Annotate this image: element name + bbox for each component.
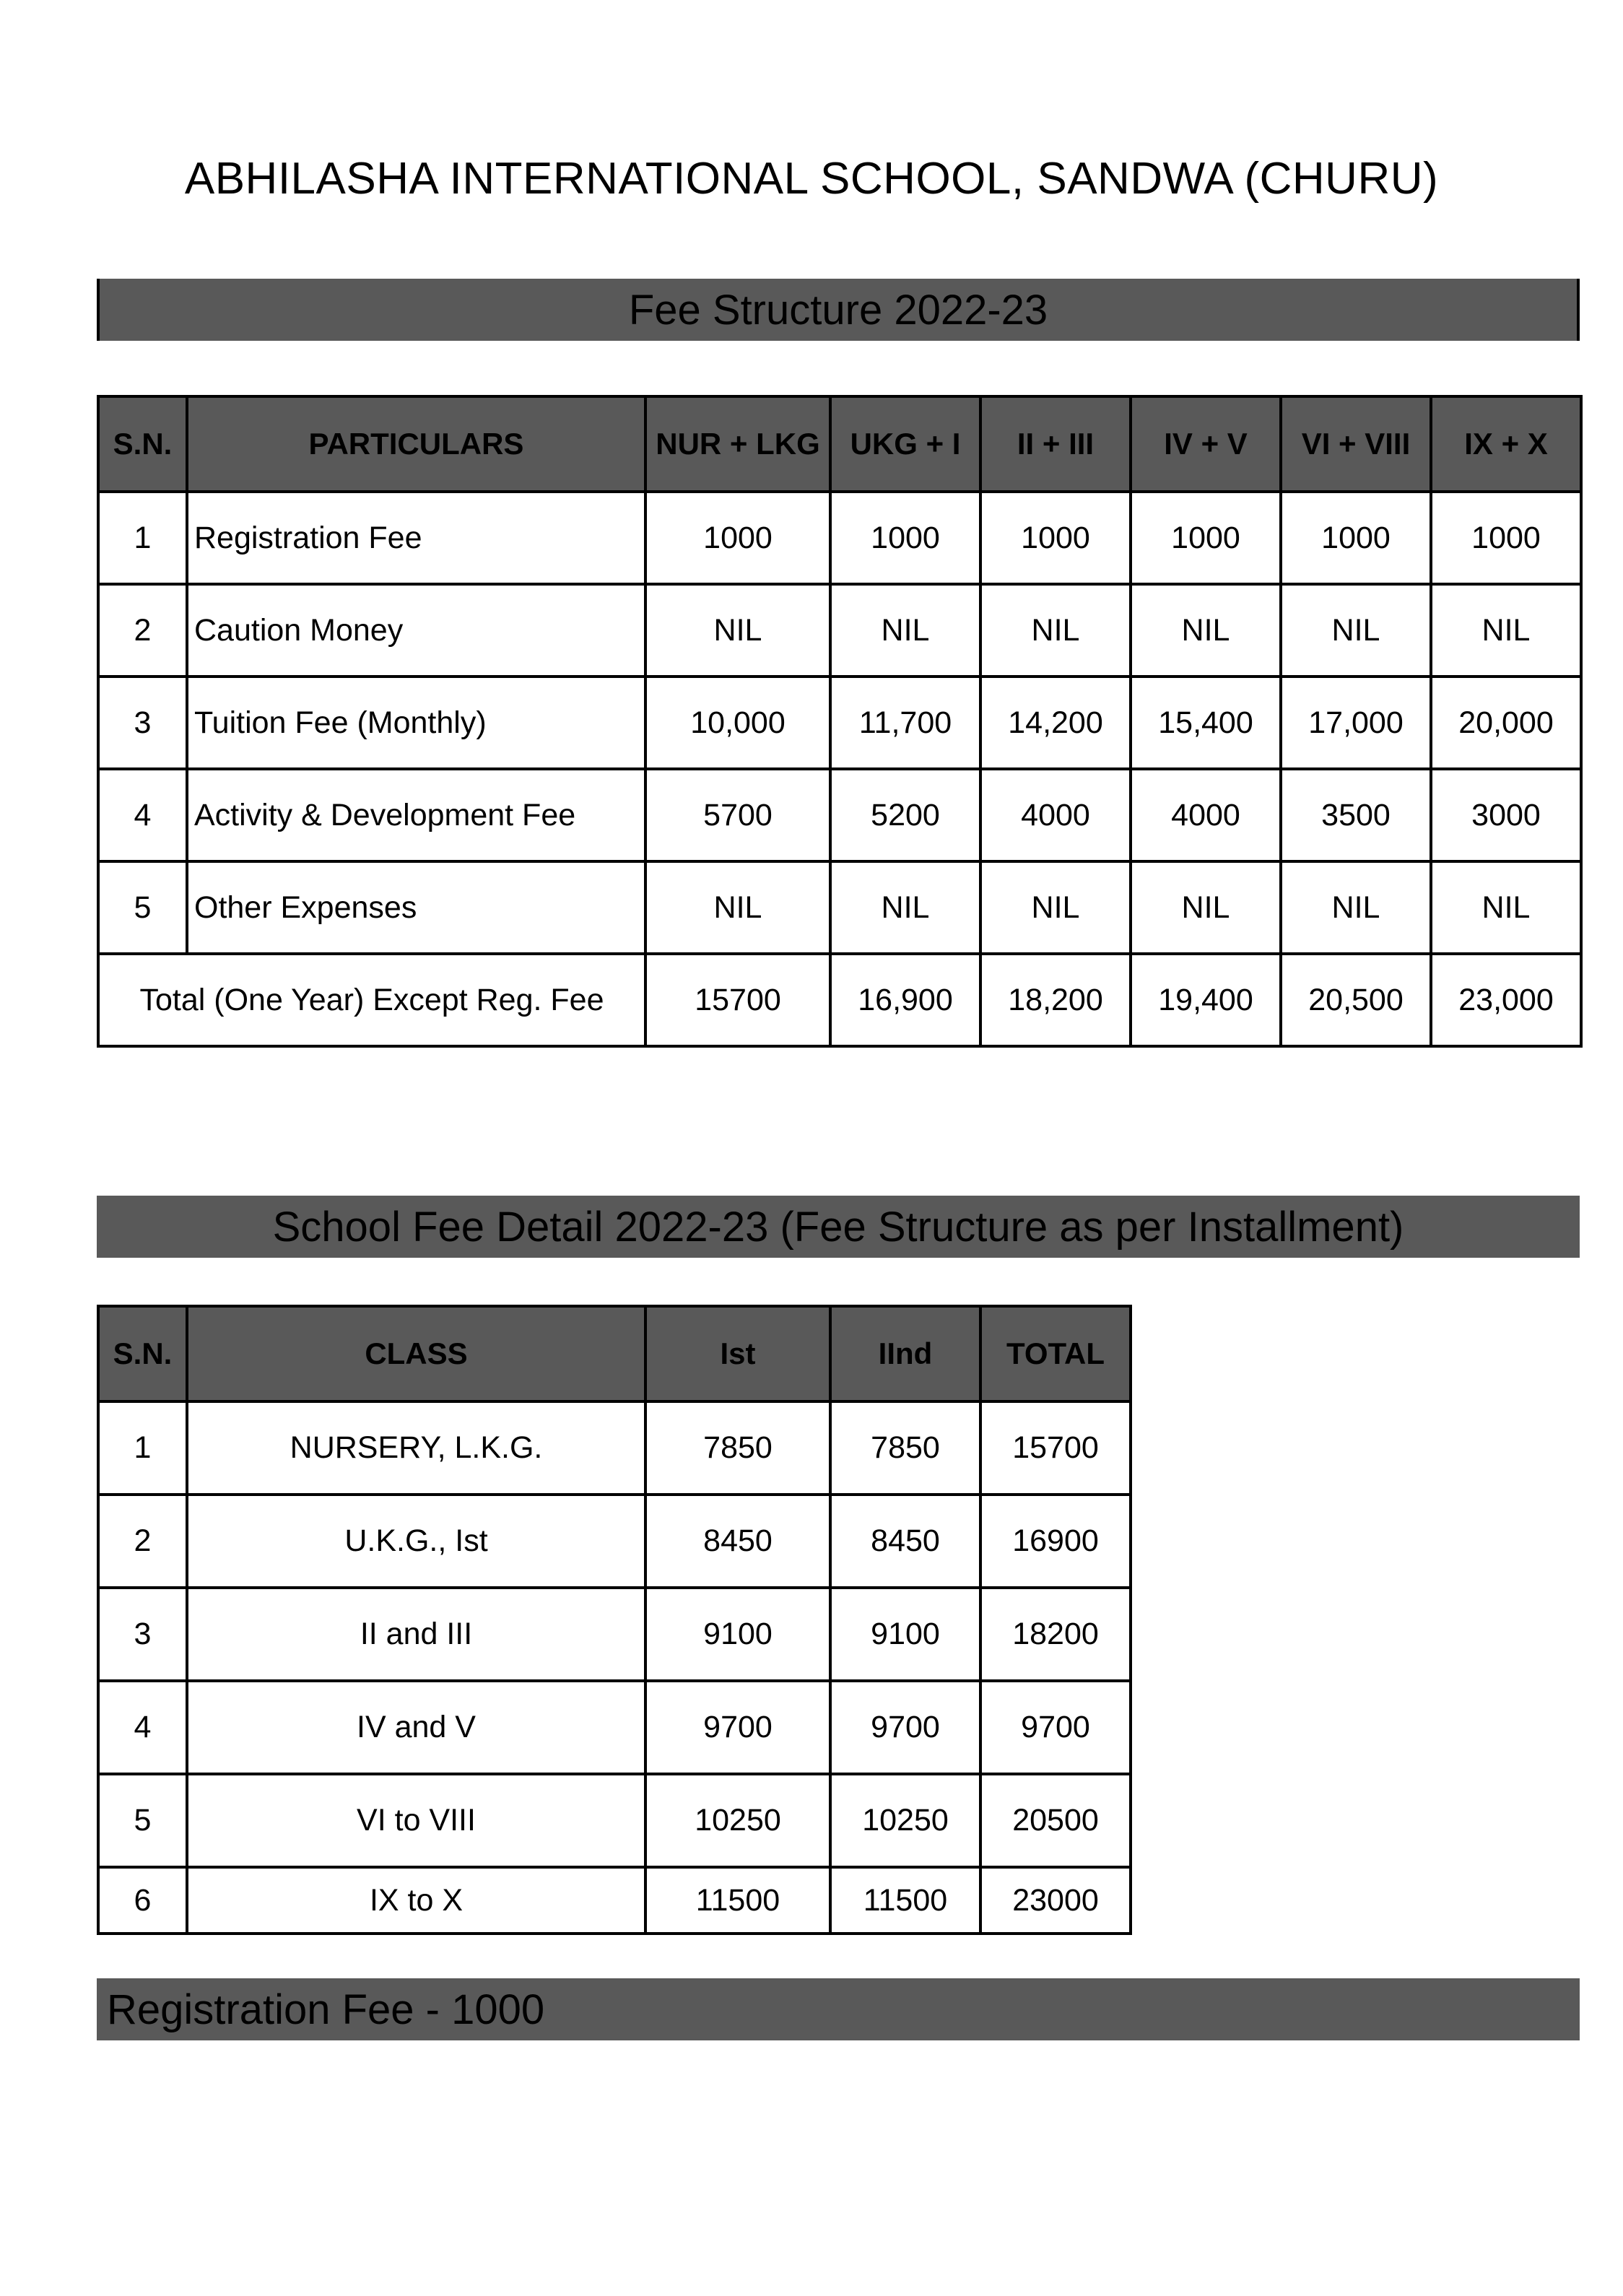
col-header-vi-viii: VI + VIII [1281, 396, 1431, 492]
total-value: 20,500 [1281, 954, 1431, 1046]
fee-structure-table [97, 395, 1583, 1048]
row-sn: 4 [98, 769, 187, 861]
row-value: NIL [830, 861, 980, 954]
table-row [98, 677, 1581, 769]
row-first: 10250 [645, 1774, 830, 1867]
row-value: NIL [980, 861, 1131, 954]
table-row [98, 584, 1581, 677]
row-value: NIL [980, 584, 1131, 677]
row-value: 1000 [1281, 492, 1431, 584]
row-second: 7850 [830, 1401, 980, 1495]
table-row [98, 1774, 1131, 1867]
row-value: 5700 [645, 769, 830, 861]
row-value: 1000 [830, 492, 980, 584]
row-value: NIL [1431, 861, 1581, 954]
row-value: 11,700 [830, 677, 980, 769]
row-value: 10,000 [645, 677, 830, 769]
row-sn: 4 [98, 1681, 187, 1774]
col-header-ukg-i: UKG + I [830, 396, 980, 492]
row-value: 15,400 [1131, 677, 1281, 769]
row-value: NIL [830, 584, 980, 677]
installment-heading: School Fee Detail 2022-23 (Fee Structure as per Installment) [97, 1196, 1580, 1258]
table-row [98, 1401, 1131, 1495]
row-value: 1000 [645, 492, 830, 584]
total-value: 16,900 [830, 954, 980, 1046]
row-first: 8450 [645, 1495, 830, 1588]
row-value: NIL [1131, 861, 1281, 954]
col-header-total: TOTAL [980, 1306, 1131, 1401]
table-row [98, 1588, 1131, 1681]
row-value: 4000 [980, 769, 1131, 861]
row-value: 1000 [1131, 492, 1281, 584]
row-class: NURSERY, L.K.G. [187, 1401, 645, 1495]
row-sn: 3 [98, 677, 187, 769]
row-first: 7850 [645, 1401, 830, 1495]
row-value: 1000 [980, 492, 1131, 584]
row-value: 14,200 [980, 677, 1131, 769]
row-value: 1000 [1431, 492, 1581, 584]
installment-table [97, 1305, 1132, 1935]
col-header-sn: S.N. [98, 396, 187, 492]
table-row [98, 492, 1581, 584]
row-first: 9700 [645, 1681, 830, 1774]
row-sn: 2 [98, 584, 187, 677]
total-value: 18,200 [980, 954, 1131, 1046]
row-second: 9100 [830, 1588, 980, 1681]
row-sn: 5 [98, 1774, 187, 1867]
registration-fee-note: Registration Fee - 1000 [97, 1978, 1580, 2040]
col-header-class: CLASS [187, 1306, 645, 1401]
row-value: NIL [1281, 584, 1431, 677]
row-sn: 2 [98, 1495, 187, 1588]
table-row [98, 1495, 1131, 1588]
total-value: 19,400 [1131, 954, 1281, 1046]
row-particular: Other Expenses [187, 861, 645, 954]
row-value: 4000 [1131, 769, 1281, 861]
row-total: 9700 [980, 1681, 1131, 1774]
row-class: IX to X [187, 1867, 645, 1934]
row-second: 10250 [830, 1774, 980, 1867]
row-total: 18200 [980, 1588, 1131, 1681]
table-row [98, 861, 1581, 954]
col-header-nur-lkg: NUR + LKG [645, 396, 830, 492]
row-class: IV and V [187, 1681, 645, 1774]
row-first: 11500 [645, 1867, 830, 1934]
row-class: U.K.G., Ist [187, 1495, 645, 1588]
row-total: 23000 [980, 1867, 1131, 1934]
row-sn: 6 [98, 1867, 187, 1934]
installment-header-row [98, 1306, 1131, 1401]
row-second: 8450 [830, 1495, 980, 1588]
row-class: VI to VIII [187, 1774, 645, 1867]
total-value: 23,000 [1431, 954, 1581, 1046]
table-row [98, 1681, 1131, 1774]
table-row [98, 1867, 1131, 1934]
total-label: Total (One Year) Except Reg. Fee [98, 954, 645, 1046]
row-value: NIL [645, 861, 830, 954]
row-particular: Caution Money [187, 584, 645, 677]
row-value: NIL [1281, 861, 1431, 954]
fee-table-header-row [98, 396, 1581, 492]
row-second: 9700 [830, 1681, 980, 1774]
row-particular: Tuition Fee (Monthly) [187, 677, 645, 769]
table-row [98, 769, 1581, 861]
row-value: 3000 [1431, 769, 1581, 861]
row-first: 9100 [645, 1588, 830, 1681]
row-class: II and III [187, 1588, 645, 1681]
row-second: 11500 [830, 1867, 980, 1934]
col-header-second-installment: IInd [830, 1306, 980, 1401]
col-header-first-installment: Ist [645, 1306, 830, 1401]
fee-structure-heading: Fee Structure 2022-23 [97, 279, 1580, 341]
school-title: ABHILASHA INTERNATIONAL SCHOOL, SANDWA (CHURU) [184, 154, 1439, 204]
row-value: 3500 [1281, 769, 1431, 861]
col-header-ix-x: IX + X [1431, 396, 1581, 492]
row-value: 20,000 [1431, 677, 1581, 769]
row-sn: 1 [98, 1401, 187, 1495]
row-value: NIL [645, 584, 830, 677]
col-header-iv-v: IV + V [1131, 396, 1281, 492]
col-header-sn: S.N. [98, 1306, 187, 1401]
row-particular: Activity & Development Fee [187, 769, 645, 861]
row-sn: 3 [98, 1588, 187, 1681]
total-value: 15700 [645, 954, 830, 1046]
row-value: 17,000 [1281, 677, 1431, 769]
row-sn: 5 [98, 861, 187, 954]
row-total: 15700 [980, 1401, 1131, 1495]
col-header-particulars: PARTICULARS [187, 396, 645, 492]
row-sn: 1 [98, 492, 187, 584]
total-row [98, 954, 1581, 1046]
col-header-ii-iii: II + III [980, 396, 1131, 492]
row-value: NIL [1131, 584, 1281, 677]
row-value: NIL [1431, 584, 1581, 677]
row-total: 20500 [980, 1774, 1131, 1867]
row-total: 16900 [980, 1495, 1131, 1588]
row-particular: Registration Fee [187, 492, 645, 584]
row-value: 5200 [830, 769, 980, 861]
